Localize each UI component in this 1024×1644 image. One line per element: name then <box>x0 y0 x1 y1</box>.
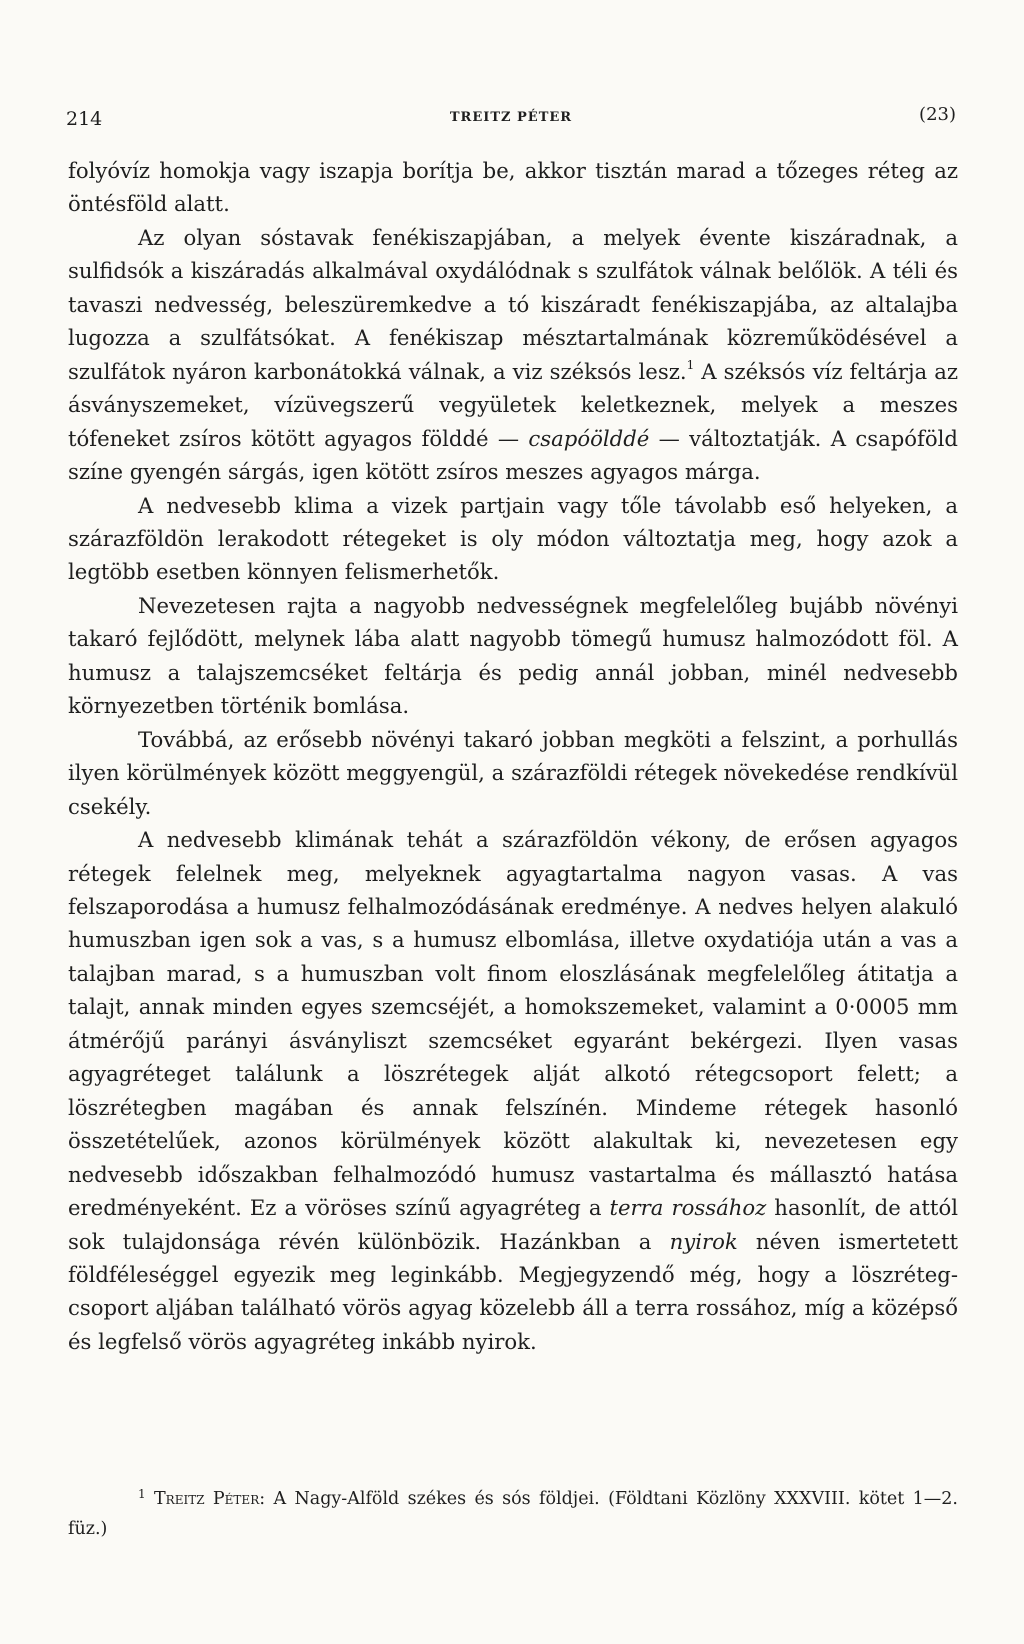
italic-term-nyirok: nyirok <box>669 1228 738 1254</box>
paragraph-6-text-a: A nedvesebb klimának tehát a szárazföldön vékony, de erősen agyagos rétegek felelnek meg, melyeknek agyagtartalma nagyon vasas. A vas felszaporodása a humusz felhalmozódásának eredménye. A nedves helyen alakuló humuszban igen sok a vas, s a humusz elbomlása, illetve oxydatiója után a vas a talajban marad, s a humuszban volt finom eloszlásának megfelelőleg átitatja a talajt, annak minden egyes szemcséjét, a homokszemeket, valamint a 0·0005 mm átmérőjű parányi ásványliszt szemcséket egyaránt bekérgezi. Ilyen vasas agyagréteget találunk a löszrétegek alját alkotó rétegcsoport felett; a löszrétegben magában és annak felszínén. Mindeme rétegek hasonló összetételűek, azonos körülmények között alakultak ki, nevezetesen egy nedvesebb időszakban felhalmozódó humusz vastartalma és mállasztó hatása eredményeként. Ez a vöröses színű agyagréteg a <box>68 827 958 1221</box>
paragraph-2-text-a: Az olyan sóstavak fenékiszapjában, a melyek évente kiszáradnak, a sulfidsók a kiszáradás alkalmával oxydálódnak s szulfátok válnak belőlök. A téli és tavaszi nedvesség, beleszüremkedve a tó kiszáradt fenékiszapjába, az altalajba lugozza a szulfátsókat. A fenékiszap mésztartalmának közreműködésével a szulfátok nyáron karbonátokká válnak, a viz széksós lesz. <box>68 224 958 384</box>
paragraph-5: Továbbá, az erősebb növényi takaró jobban megköti a felszint, a porhullás ilyen körülmények között meggyengül, a szárazföldi rétegek növekedése rendkívül csekély. <box>68 726 958 819</box>
paragraph-2 <box>68 221 958 489</box>
footnote-author: Treitz Péter <box>154 1489 260 1509</box>
running-header <box>66 104 956 134</box>
paragraph-2-text-c: — változtatják. A csapóföld színe gyengén sárgás, igen kötött zsíros meszes agyagos márga. <box>68 425 958 485</box>
paragraph-6 <box>68 823 958 1358</box>
paragraph-2-text-b: A széksós víz feltárja az ásványszemeket, vízüvegszerű vegyületek keletkeznek, melyek a meszes tófeneket zsíros kötött agyagos földdé — <box>68 358 958 451</box>
body-text <box>68 154 958 1358</box>
paragraph-6-text-b: hasonlít, de attól sok tulajdonsága révén különbözik. Hazánkban a <box>68 1195 958 1254</box>
footnote-1 <box>68 1484 958 1544</box>
running-title: TREITZ PÉTER <box>449 110 573 125</box>
paragraph-6-text-c: néven ismertetett földféleséggel egyezik meg leginkább. Megjegyzendő még, hogy a löszréteg-csoport aljában található vörös agyag közelebb áll a terra rossához, míg a középső és legfelső vörös agyagréteg inkább nyirok. <box>68 1228 958 1354</box>
footnote-text: : A Nagy-Alföld székes és sós földjei. (Földtani Közlöny XXXVIII. kötet 1—2. füz.) <box>68 1489 958 1539</box>
paragraph-4: Nevezetesen rajta a nagyobb nedvességnek megfelelőleg bujább növényi takaró fejlődött, melynek lába alatt nagyobb tömegű humusz halmozódott föl. A humusz a talajszemcséket feltárja és pedig annál jobban, minél nedvesebb környezetben történik bomlása. <box>68 592 958 719</box>
paragraph-1: folyóvíz homokja vagy iszapja borítja be, akkor tisztán marad a tőzeges réteg az öntésföld alatt. <box>68 158 958 217</box>
footnote-mark: 1 <box>138 1487 146 1501</box>
page-number: 214 <box>66 108 103 130</box>
section-number: (23) <box>919 104 956 125</box>
italic-term-terra-rossa: terra rossához <box>609 1195 767 1221</box>
paragraph-3: A nedvesebb klima a vizek partjain vagy tőle távolabb eső helyeken, a szárazföldön lerakodott rétegeket is oly módon változtatja meg, hogy azok a legtöbb esetben könnyen felismerhetők. <box>68 492 958 585</box>
footnote-ref: 1 <box>686 357 695 372</box>
footnote <box>68 1484 958 1544</box>
italic-term-csapofold: csapóölddé <box>528 425 650 451</box>
